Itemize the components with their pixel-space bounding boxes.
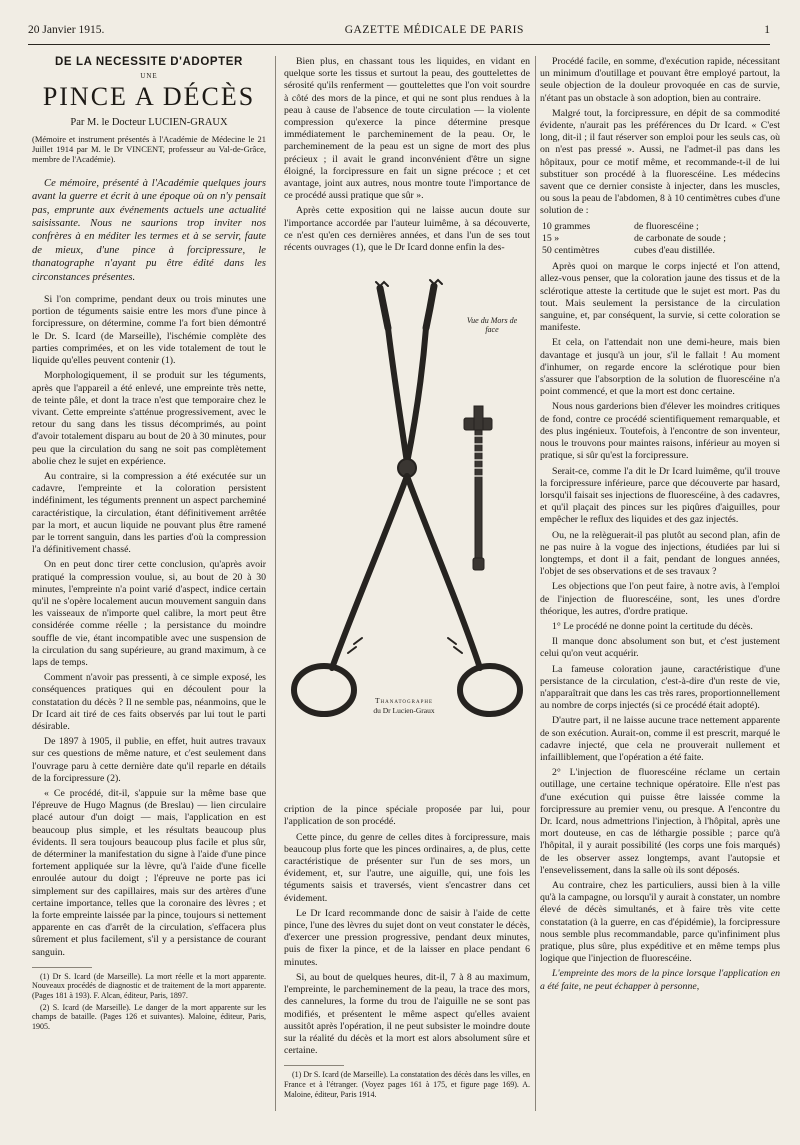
paragraph: Morphologiquement, il se produit sur les téguments, après que l'appareil a été enlevé, une empreinte très nette, de teinte pâle, et dont la trace n'est que temporaire chez le vivant. Cette empreinte s'atténue progressivement, avec le retour du sang dans les tissus décomprimés, au point d'avoir totalement disparu au bout de 20 à 30 minutes, pour peu que la circulation du sang ne soit pas complètement abolie chez le sujet en expérience. bbox=[32, 370, 266, 467]
article-title-main: PINCE A DÉCÈS bbox=[42, 82, 256, 112]
page-number: 1 bbox=[764, 24, 770, 36]
paragraph: Après cette exposition qui ne laisse aucun doute sur l'importance accordée par l'auteur luimême, à sa découverte, ce n'est qu'en ces dernières années, et dans l'un de ses tout récents ouvrages (1), que le Dr Icard donne enfin la des- bbox=[284, 205, 530, 254]
paragraph: Il manque donc absolument son but, et c'est justement celui qu'on veut acquérir. bbox=[540, 636, 780, 660]
article-title-line1: DE LA NÉCESSITÉ D'ADOPTER bbox=[55, 56, 243, 68]
paragraph: On en peut donc tirer cette conclusion, qu'après avoir pratiqué la compression voulue, si, au bout de 20 à 30 minutes, l'empreinte n'a point varié d'aspect, indice certain qu'il ne s'opère localement aucun mouvement sanguin dans les vaisseaux de n'importe quel calibre, la mort peut être considérée comme réelle ; la persistance du moindre souffle de vie, étant incompatible avec une suspension de la circulation du sang supérieure, au grand maximum, à ce laps de temps. bbox=[32, 559, 266, 668]
figure-label-jaw-view: Vue du Mors de face bbox=[466, 316, 518, 335]
recipe-row bbox=[540, 221, 780, 233]
paragraph: « Ce procédé, dit-il, s'appuie sur la même base que l'épreuve de Hugo Magnus (de Breslau) — lien circulaire placé autour d'un doigt — mais, l'application en est beaucoup plus simple, et les résultats beaucoup plus évidents. Il sera toujours beaucoup plus facile et plus sûr, de déterminer la manifestation du signe à l'aide d'une pince fortement appliquée sur la lèvre, qu'à l'aide d'une ficelle enroulée autour du doigt ; l'épreuve ne porte pas ici simplement sur des capillaires, mais sur des artères d'une certaine importance, telles que la coronaire des lèvres ; et la forte empreinte laissée par la pince, toujours si nettement apparente en cas d'arrêt de la circulation, s'effacera plus sûrement et plus facilement, s'il y a persistance de courant sanguin. bbox=[32, 788, 266, 958]
paragraph: L'empreinte des mors de la pince lorsque l'application en a été faite, ne peut échapper à personne, bbox=[540, 968, 780, 992]
recipe-item: de carbonate de soude ; bbox=[634, 232, 726, 244]
paragraph: 2° L'injection de fluorescéine réclame un certain outillage, une certaine technique opératoire. Elle n'est pas d'une exécution qui puisse être laissée comme la forcipressure au premier venu, ou presque. A l'encontre du Dr. Icard, nous admettrions l'injection, à l'hôpital, après une mort douteuse, en cas de léthargie possible ; parce qu'à l'hôpital, il y aurait possibilité (les corps une fois marqués) de les observer assez longtemps, avant l'autopsie et l'ensevelissement, dans la salle où ils sont déposés. bbox=[540, 767, 780, 876]
footnote: (2) S. Icard (de Marseille). Le danger de la mort apparente sur les champs de bataille. (Pages 126 et suivantes). Maloine, éditeur, Paris, 1905. bbox=[32, 1002, 266, 1031]
paragraph: D'autre part, il ne laisse aucune trace nettement apparente de son exécution. Aurait-on, comme il est prescrit, marqué le cadavre injecté, que cela ne prouverait nullement et infailliblement, que l'opération a été faite. bbox=[540, 715, 780, 763]
column-3 bbox=[540, 56, 780, 1127]
paragraph: 1° Le procédé ne donne point la certitude du décès. bbox=[552, 620, 753, 632]
article-title-une: UNE bbox=[140, 72, 158, 81]
paragraph: Bien plus, en chassant tous les liquides, en vidant en quelque sorte les tissus et surtout la peau, des gouttelettes de sérosité qu'ils renferment — gouttelettes que l'on voit sourdre à côté des mors de la pince, et qui ne sont plus rendues à la peau à cause de l'absence de toute circulation — la violente compression qu'exerce la pince détermine presque immédiatement le parcheminement de la peau. Or, le parcheminement de la peau est un signe de mort des plus précieux ; il avait le grand inconvénient d'être un signe éloigné, la forcipressure en fait un signe précoce ; et cet avantage, joint aux autres, nous montre toute l'importance de ce procédé aussi pratique que sûr ». bbox=[284, 56, 530, 202]
paragraph: Ou, ne la relèguerait-il pas plutôt au second plan, afin de ne pas nuire à la vogue des injections, étudiées par lui si longtemps, et dont il a fait, pendant de longues années, l'objet de ses observations et de ses travaux ? bbox=[540, 529, 780, 578]
issue-date: 20 Janvier 1915. bbox=[28, 24, 105, 36]
article-abstract: Ce mémoire, présenté à l'Académie quelques jours avant la guerre et écrit à une époque où on n'y pensait pas, emprunte aux événements actuels une actualité saisissante. Nous ne saurions trop inviter nos confrères à en méditer les termes et à se servir, faute de mieux, d'une pince à forcipressure, le thanatographe n'ayant pu être édité dans les circonstances présentes. bbox=[32, 177, 266, 283]
header-rule bbox=[28, 44, 770, 45]
paragraph: Au contraire, chez les particuliers, aussi bien à la ville qu'à la campagne, ou lorsqu'il y aurait à constater, un nombre élevé de décès simultanés, et à faire très vite cette constatation (à la guerre, en cas d'épidémie), la forcipressure nous semble plus recommandable, parce qu'infiniment plus pratique, plus sûre, plus expéditive et en même temps plus logique que l'injection de fluorescéine. bbox=[540, 880, 780, 965]
paragraph: Après quoi on marque le corps injecté et l'on attend, allez-vous penser, que la coloration jaune des tissus et de la sclérotique atteste la certitude que le sujet est mort. Pas du tout. Mais seulement la persistance de la circulation sanguine, et, par conséquent, la survie, si cette coloration se manifeste. bbox=[540, 261, 780, 334]
column-divider bbox=[275, 56, 276, 1111]
paragraph: La fameuse coloration jaune, caractéristique d'une persistance de la circulation, c'est-à-dire d'un reste de vie, n'apparaîtrait que dans les cas très rares, proportionnellement au nombre de corps injectés (si ce procédé était adopté). bbox=[540, 663, 780, 712]
recipe-amount: 50 centimètres bbox=[542, 245, 600, 257]
paragraph: cription de la pince spéciale proposée par lui, pour l'application de son procédé. bbox=[284, 804, 530, 828]
paragraph: Et cela, on l'attendait non une demi-heure, mais bien davantage et jusqu'à un jour, s'il le fallait ! Au moment d'inhumer, on regarde encore la sclérotique pour bien s'assurer que l'absorption de la solution de fluorescéine n'a point commencé, et que la mort est donc certaine. bbox=[540, 337, 780, 398]
paragraph: Comment n'avoir pas pressenti, à ce simple exposé, les conséquences pratiques qui en découlent pour la constatation du décès ? Il ne semble pas, néanmoins, que le Dr Icard ait tiré de ces faits observés par lui tout le parti désirable. bbox=[32, 672, 266, 732]
paragraph: Si l'on comprime, pendant deux ou trois minutes une portion de téguments saisie entre les mors d'une pince à forcipressure, on détermine, comme l'a fort bien démontré le Dr. S. Icard (de Marseille), l'ischémie complète des parties comprimées, et on les vide totalement de tout le liquide qu'elles peuvent contenir (1). bbox=[32, 294, 266, 367]
paragraph: De 1897 à 1905, il publie, en effet, huit autres travaux sur ces questions de même nature, et c'est seulement dans l'ouvrage paru à cette dernière date qu'il reparle en détails de la forcipressure (2). bbox=[32, 736, 266, 784]
solution-recipe bbox=[540, 221, 780, 258]
article-memo: (Mémoire et instrument présentés à l'Académie de Médecine le 21 Juillet 1914 par M. le Dr VINCENT, professeur au Val-de-Grâce, membre de l'Académie). bbox=[32, 133, 266, 165]
footnote-rule bbox=[284, 1065, 344, 1066]
recipe-row bbox=[540, 233, 780, 245]
column-divider bbox=[535, 56, 536, 1111]
footnote-rule bbox=[32, 967, 92, 968]
figure-caption bbox=[344, 696, 464, 716]
paragraph: Malgré tout, la forcipressure, en dépit de sa commodité évidente, n'aurait pas les préférences du Dr Icard. « C'est long, dit-il ; il faut réserver son emploi pour les seuls cas, où on n'est pas pressé ». Aussi, ne l'admet-il pas dans les hôpitaux, pour ce motif même, et recommande-t-il de lui substituer son procédé à la fluorescéine. Les médecins savent que ce dernier consiste à injecter, dans les muscles, ou sous la peau de l'abdomen, 8 à 10 centimètres cubes d'une solution de : bbox=[540, 107, 780, 217]
figure-caption-title: Thanatographe bbox=[374, 696, 434, 706]
recipe-amount: 15 » bbox=[542, 232, 560, 244]
recipe-amount: 10 grammes bbox=[542, 220, 591, 232]
paragraph: Serait-ce, comme l'a dit le Dr Icard luimême, qu'il trouve la forcipressure inférieure, parce que découverte par hasard, lorsqu'il faisait ses injections de fluorescéine, à des cadavres, et qu'il plaçait des pinces sur les piqûres d'aiguilles, pour empêcher le reflux des liquides et des gaz injectés. bbox=[540, 465, 780, 526]
journal-name: GAZETTE MÉDICALE DE PARIS bbox=[344, 24, 524, 36]
paragraph: Au contraire, si la compression a été exécutée sur un cadavre, l'empreinte et la coloration persistent indéfiniment, les téguments prennent un aspect parcheminé caractéristique, la circulation, étant définitivement arrêtée par la mort, et aucun liquide ne pouvant plus être ramené par le torrent sanguin, dans les parties d'où la compression l'a définitivement chassé. bbox=[32, 470, 266, 556]
paragraph: Procédé facile, en somme, d'exécution rapide, nécessitant un minimum d'outillage et pouvant être employé partout, la seule objection de la douleur provoquée en cas de survie, n'étant pas un obstacle à son adoption, bien au contraire. bbox=[540, 56, 780, 104]
recipe-item: de fluorescéine ; bbox=[634, 220, 699, 232]
column-2 bbox=[284, 56, 530, 1127]
paragraph: Nous nous garderions bien d'élever les moindres critiques de fond, contre ce procédé scientifiquement remarquable, et des plus ingénieux. Toutefois, à l'encontre de son inventeur, nous le trouvons pour maintes raisons, inférieur au moyen si pratique, si sûr qu'est la forcipressure. bbox=[540, 401, 780, 462]
forceps-illustration bbox=[284, 258, 530, 798]
paragraph: Si, au bout de quelques heures, dit-il, 7 à 8 au maximum, l'empreinte, le parcheminement de la peau, la trace des mors, des cannelures, la forme du trou de l'aiguille ne se sont pas modifiés, et présentent le même aspect qu'elles avaient aussitôt après l'opération, il ne peut subsister le moindre doute sur la réalité du décès et la mort est alors absolument sûre et certaine. bbox=[284, 971, 530, 1057]
recipe-item: cubes d'eau distillée. bbox=[634, 245, 715, 257]
paragraph: Les objections que l'on peut faire, à notre avis, à l'emploi de l'injection de fluorescéine, sont, les unes d'ordre théorique, les autres, d'ordre pratique. bbox=[540, 581, 780, 617]
paragraph: Le Dr Icard recommande donc de saisir à l'aide de cette pince, l'une des lèvres du sujet dont on veut constater le décès, d'exercer une pression progressive, pendant deux minutes, puis de fixer la pince, et de la laisser en place pendant 6 minutes. bbox=[284, 907, 530, 968]
footnote: (1) Dr S. Icard (de Marseille). La mort réelle et la mort apparente. Nouveaux procédés de diagnostic et de traitement de la mort apparente. (Pages 181 à 193). F. Alcan, éditeur, Paris, 1897. bbox=[32, 971, 266, 1001]
column-1 bbox=[32, 56, 266, 1127]
footnote: (1) Dr S. Icard (de Marseille). La constatation des décès dans les villes, en France et à l'étranger. (Voyez pages 161 à 175, et figure page 169). A. Maloine, éditeur, Paris 1914. bbox=[284, 1070, 530, 1099]
recipe-row bbox=[540, 245, 780, 257]
figure-caption-author: du Dr Lucien-Graux bbox=[373, 706, 435, 716]
paragraph: Cette pince, du genre de celles dites à forcipressure, mais beaucoup plus forte que les pinces ordinaires, a, de plus, cette caractéristique de présenter sur l'un de ses mors, un évidement, et, sur l'autre, une aiguille, qui, une fois les téguments saisis et traversés, vient s'encastrer dans cet évidement. bbox=[284, 831, 530, 904]
thanatograph-figure bbox=[284, 258, 530, 798]
page-header bbox=[28, 24, 770, 40]
article-byline: Par M. le Docteur LUCIEN-GRAUX bbox=[70, 117, 228, 129]
